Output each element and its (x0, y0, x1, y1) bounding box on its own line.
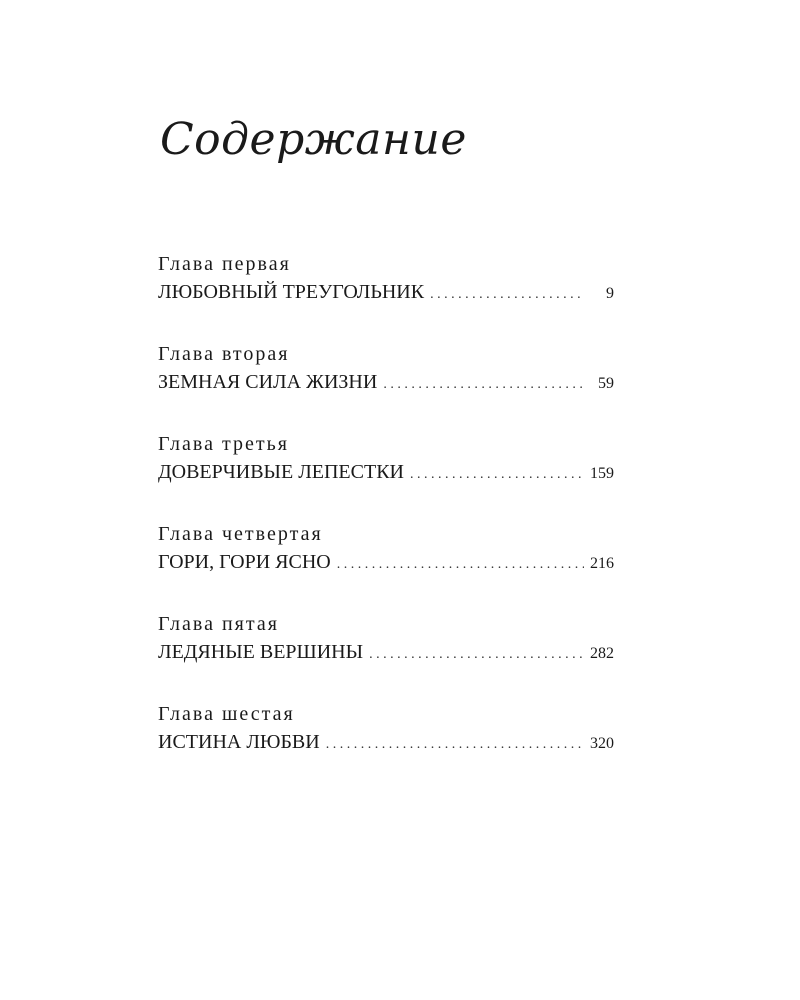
chapter-number: Глава вторая (158, 343, 290, 365)
page-number: 216 (590, 555, 614, 572)
toc-title: Содержание (160, 114, 467, 165)
toc-entry-3 (158, 430, 614, 520)
chapter-title: ЛЮБОВНЫЙ ТРЕУГОЛЬНИК (158, 281, 425, 303)
page-number: 59 (598, 375, 614, 392)
chapter-number: Глава четвертая (158, 523, 323, 545)
page-number: 282 (590, 645, 614, 662)
chapter-number: Глава пятая (158, 613, 279, 635)
toc-list (158, 250, 614, 790)
chapter-line (158, 548, 614, 579)
chapter-title: ГОРИ, ГОРИ ЯСНО (158, 551, 331, 573)
chapter-title: ЗЕМНАЯ СИЛА ЖИЗНИ (158, 371, 378, 393)
dot-leader (410, 461, 584, 489)
page-number: 159 (590, 465, 614, 482)
chapter-line (158, 728, 614, 759)
chapter-number: Глава шестая (158, 703, 295, 725)
chapter-line (158, 638, 614, 669)
chapter-number: Глава первая (158, 253, 291, 275)
chapter-line (158, 278, 614, 309)
dot-leader (326, 731, 584, 759)
dot-leader (337, 551, 584, 579)
toc-entry-1 (158, 250, 614, 340)
chapter-line (158, 458, 614, 489)
dot-leader (430, 281, 584, 309)
page-number: 9 (606, 285, 614, 302)
page-number: 320 (590, 735, 614, 752)
chapter-title: ДОВЕРЧИВЫЕ ЛЕПЕСТКИ (158, 461, 404, 483)
chapter-line (158, 368, 614, 399)
dot-leader (383, 371, 584, 399)
toc-entry-2 (158, 340, 614, 430)
chapter-title: ЛЕДЯНЫЕ ВЕРШИНЫ (158, 641, 364, 663)
chapter-title: ИСТИНА ЛЮБВИ (158, 731, 320, 753)
chapter-number: Глава третья (158, 433, 289, 455)
toc-entry-4 (158, 520, 614, 610)
toc-entry-5 (158, 610, 614, 700)
toc-entry-6 (158, 700, 614, 790)
dot-leader (369, 641, 584, 669)
